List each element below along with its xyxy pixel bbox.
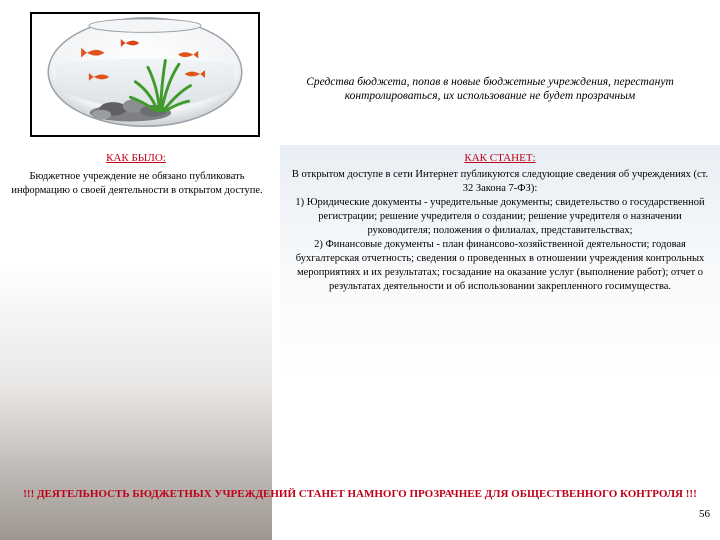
- before-text: Бюджетное учреждение не обязано публиковать информацию о своей деятельности в открытом доступе.: [11, 171, 263, 196]
- slide-subtitle: Средства бюджета, попав в новые бюджетные учреждения, перестанут контролироваться, их использование не будет прозрачным: [306, 76, 674, 102]
- after-item-financial-docs: 2) Финансовые документы - план финансово-хозяйственной деятельности; годовая бухгалтерская отчетность; сведения о проведенных в отношении учреждения контрольных мероприятиях и их результатах; госзадание на оказание услуг (выполнение работ); отчет о результатах деятельности и об использовании закрепленного госимущества.: [295, 239, 705, 292]
- after-heading: КАК СТАНЕТ:: [464, 152, 536, 164]
- after-content: [286, 168, 714, 294]
- aquarium-image: [30, 12, 260, 137]
- aquarium-illustration: [32, 14, 258, 135]
- bottom-conclusion: !!! ДЕЯТЕЛЬНОСТЬ БЮДЖЕТНЫХ УЧРЕЖДЕНИЙ СТАНЕТ НАМНОГО ПРОЗРАЧНЕЕ ДЛЯ ОБЩЕСТВЕННОГО КОНТРОЛЯ !!!: [23, 488, 697, 500]
- page-number: 56: [699, 508, 710, 520]
- left-column-background: [0, 145, 272, 540]
- after-item-legal-docs: 1) Юридические документы - учредительные документы; свидетельство о государственной регистрации; решение учредителя о создании; решение учредителя о назначении руководителя; положения о филиалах, представительствах;: [295, 197, 705, 236]
- after-intro: В открытом доступе в сети Интернет публикуются следующие сведения об учреждениях (ст. 32 Закона 7-ФЗ):: [291, 169, 709, 194]
- before-heading: КАК БЫЛО:: [106, 152, 166, 164]
